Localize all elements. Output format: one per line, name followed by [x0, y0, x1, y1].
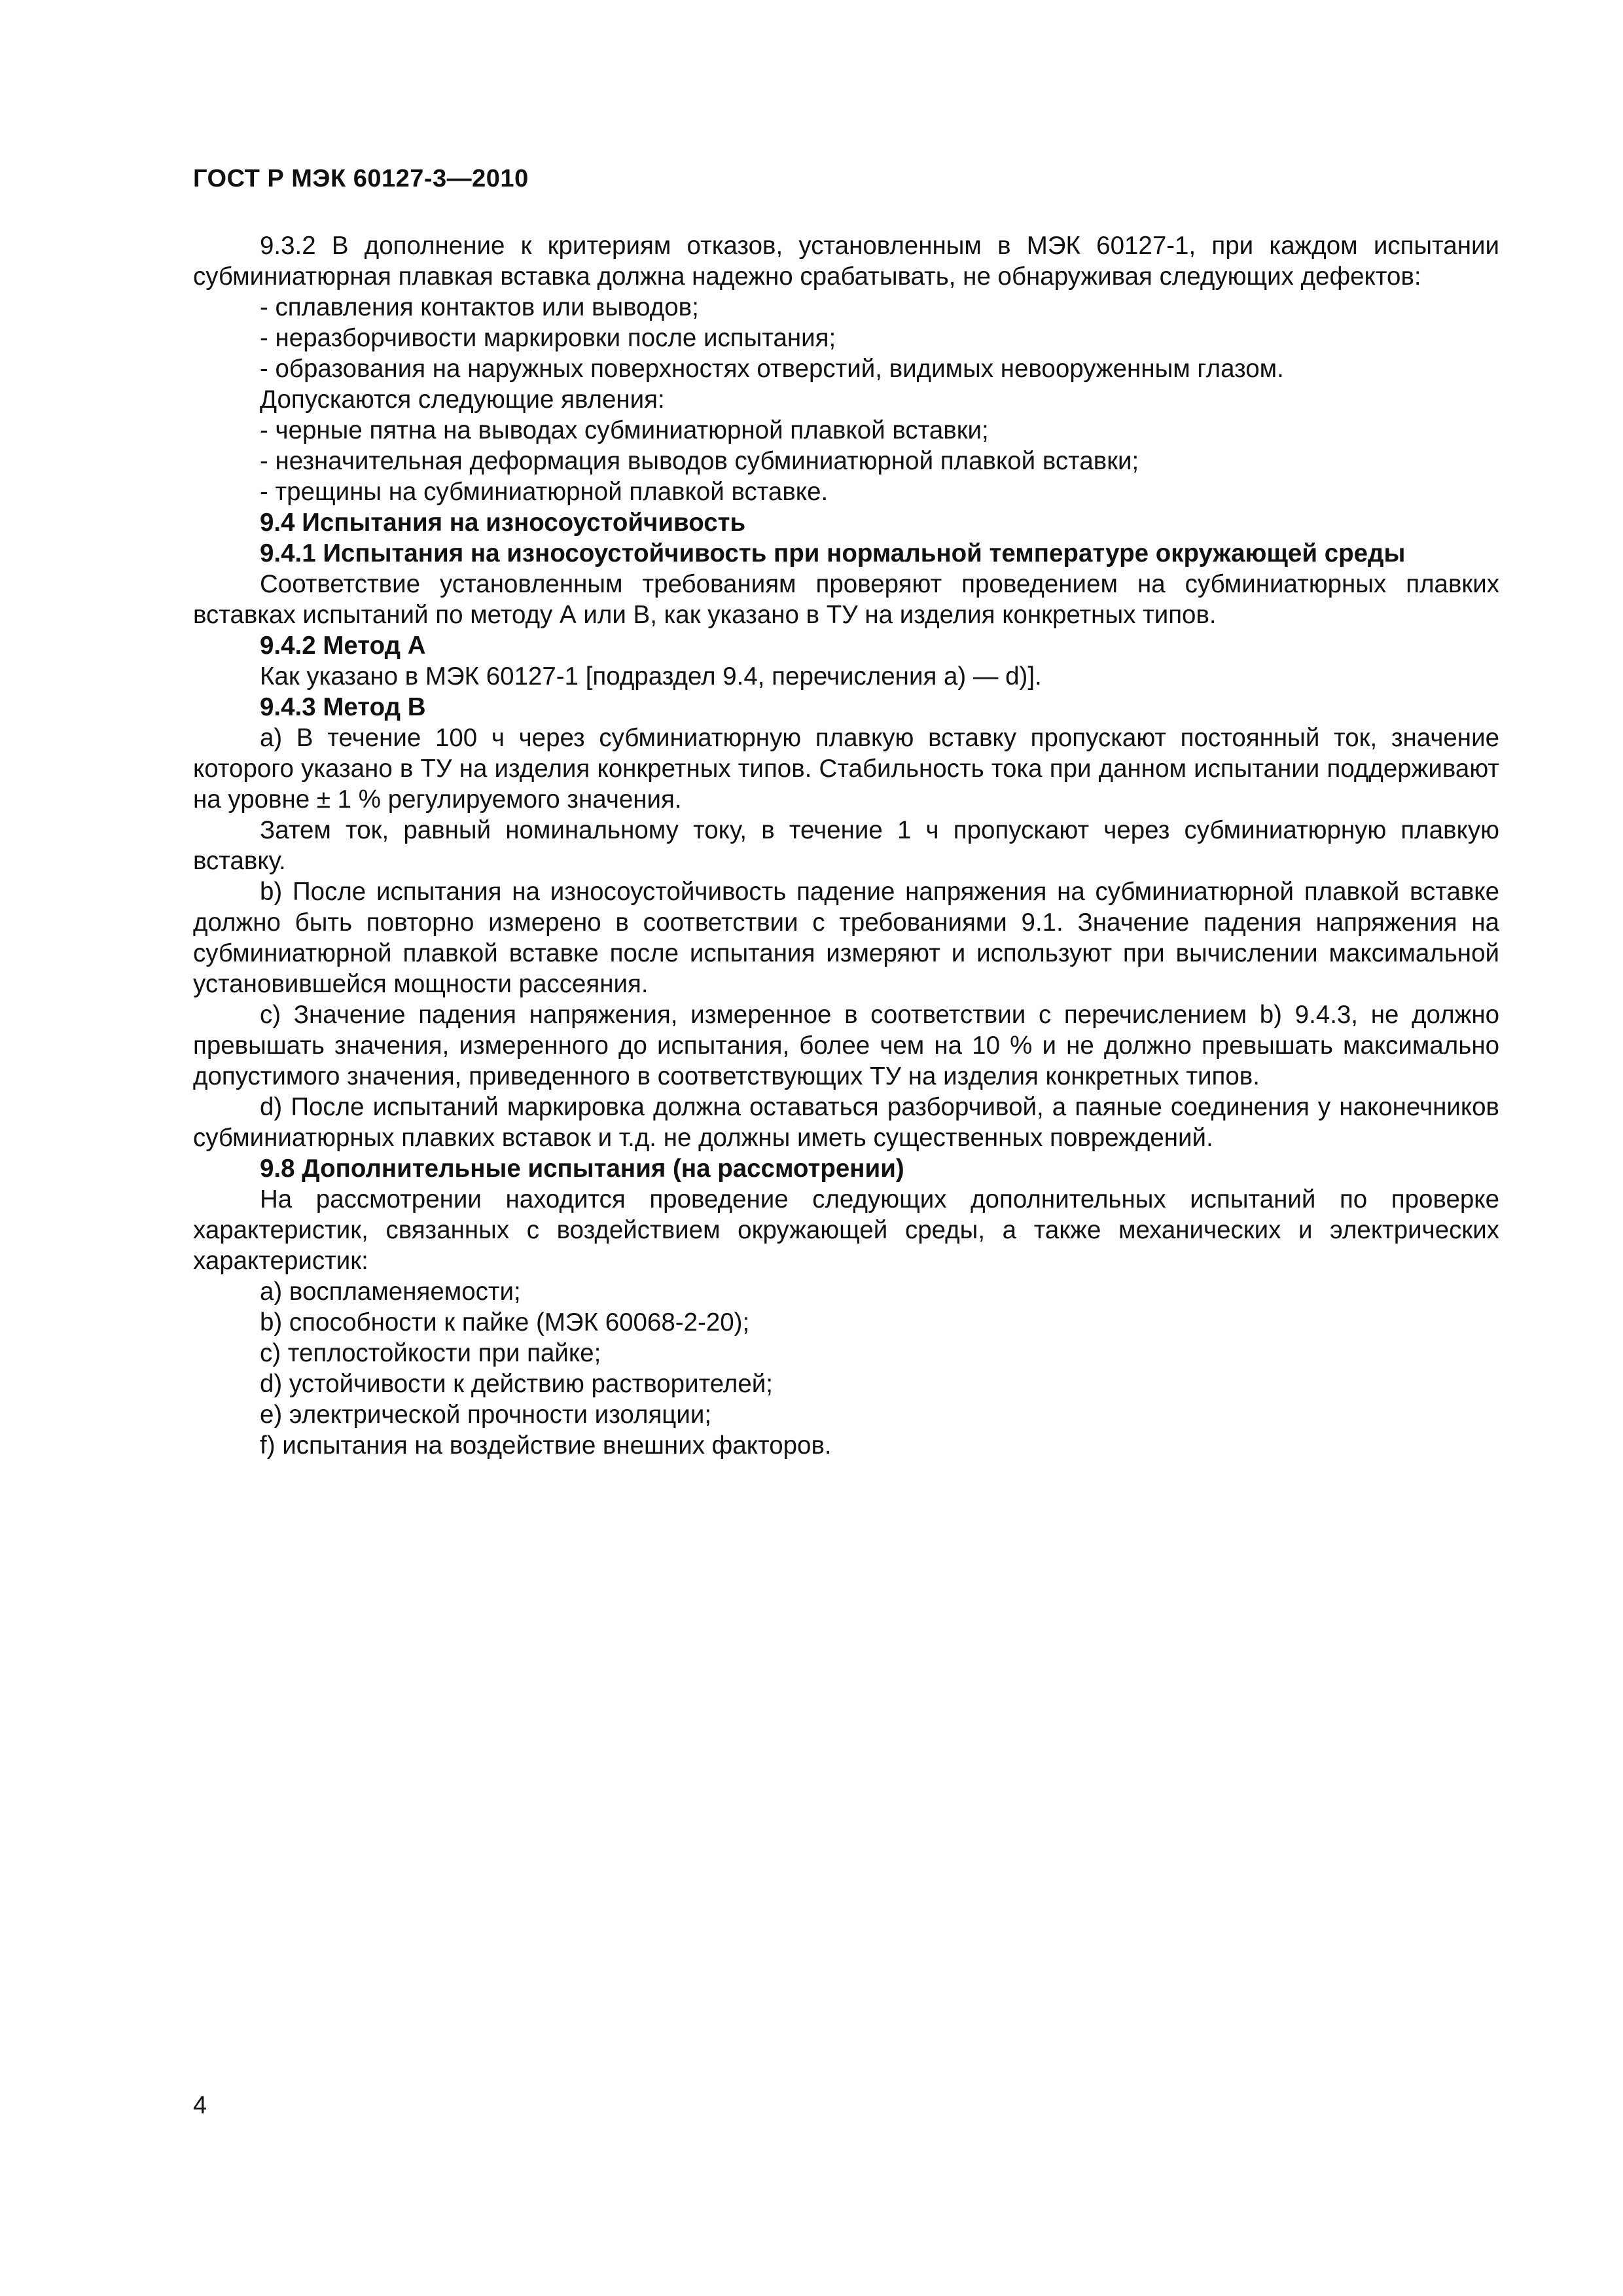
heading-9-4-2: 9.4.2 Метод А [260, 632, 426, 660]
list-item-defect: - неразборчивости маркировки после испытания; [260, 324, 836, 352]
list-item-allowed: - незначительная деформация выводов субминиатюрной плавкой вставки; [260, 447, 1139, 475]
paragraph-9-8: На рассмотрении находится проведение следующих дополнительных испытаний по проверке характеристик, связанных с воздействием окружающей среды, а также механических и электрических характеристик: [193, 1185, 1499, 1275]
paragraph-9-4-2: Как указано в МЭК 60127-1 [подраздел 9.4, перечисления а) — d)]. [260, 662, 1042, 691]
paragraph-9-4-3-b: b) После испытания на износоустойчивость падение напряжения на субминиатюрной плавкой вставке должно быть повторно измерено в соответствии с требованиями 9.1. Значение падения напряжения на субминиатюрной плавкой вставке после испытания измеряют и используют при вычислении максимальной установившейся мощности рассеяния. [193, 878, 1499, 998]
list-item-additional: b) способности к пайке (МЭК 60068-2-20); [260, 1308, 750, 1336]
paragraph-9-3-2: 9.3.2 В дополнение к критериям отказов, установленным в МЭК 60127-1, при каждом испытании субминиатюрная плавкая вставка должна надежно срабатывать, не обнаруживая следующих дефектов: [193, 232, 1499, 291]
heading-9-8: 9.8 Дополнительные испытания (на рассмотрении) [260, 1155, 904, 1183]
list-item-allowed: - черные пятна на выводах субминиатюрной плавкой вставки; [260, 416, 989, 444]
paragraph-9-4-3-d: d) После испытаний маркировка должна оставаться разборчивой, а паяные соединения у наконечников субминиатюрных плавких вставок и т.д. не должны иметь существенных повреждений. [193, 1093, 1499, 1152]
paragraph-9-4-3-c: с) Значение падения напряжения, измеренное в соответствии с перечислением b) 9.4.3, не должно превышать значения, измеренного до испытания, более чем на 10 % и не должно превышать максимально допустимого значения, приведенного в соответствующих ТУ на изделия конкретных типов. [193, 1001, 1499, 1090]
list-item-additional: а) воспламеняемости; [260, 1278, 521, 1306]
heading-9-4: 9.4 Испытания на износоустойчивость [260, 509, 746, 537]
paragraph-9-4-1: Соответствие установленным требованиям проверяют проведением на субминиатюрных плавких вставках испытаний по методу А или В, как указано в ТУ на изделия конкретных типов. [193, 570, 1499, 629]
document-header: ГОСТ Р МЭК 60127-3—2010 [193, 165, 529, 192]
page-number: 4 [193, 2092, 207, 2119]
heading-9-4-1: 9.4.1 Испытания на износоустойчивость при нормальной температуре окружающей среды [260, 539, 1406, 567]
list-item-additional: f) испытания на воздействие внешних факторов. [260, 1431, 832, 1460]
list-item-defect: - сплавления контактов или выводов; [260, 293, 699, 321]
paragraph-9-4-3-a-continued: Затем ток, равный номинальному току, в течение 1 ч пропускают через субминиатюрную плавкую вставку. [193, 816, 1499, 875]
list-item-additional: d) устойчивости к действию растворителей; [260, 1370, 774, 1398]
heading-9-4-3: 9.4.3 Метод В [260, 693, 426, 721]
list-item-additional: е) электрической прочности изоляции; [260, 1401, 712, 1429]
list-item-defect: - образования на наружных поверхностях отверстий, видимых невооруженным глазом. [260, 355, 1284, 383]
list-item-additional: с) теплостойкости при пайке; [260, 1339, 601, 1367]
paragraph-9-4-3-a: а) В течение 100 ч через субминиатюрную плавкую вставку пропускают постоянный ток, значение которого указано в ТУ на изделия конкретных типов. Стабильность тока при данном испытании поддерживают на уровне ± 1 % регулируемого значения. [193, 724, 1499, 814]
list-item-allowed: - трещины на субминиатюрной плавкой вставке. [260, 478, 829, 506]
allowed-intro: Допускаются следующие явления: [260, 386, 665, 414]
document-body [193, 230, 1499, 1461]
